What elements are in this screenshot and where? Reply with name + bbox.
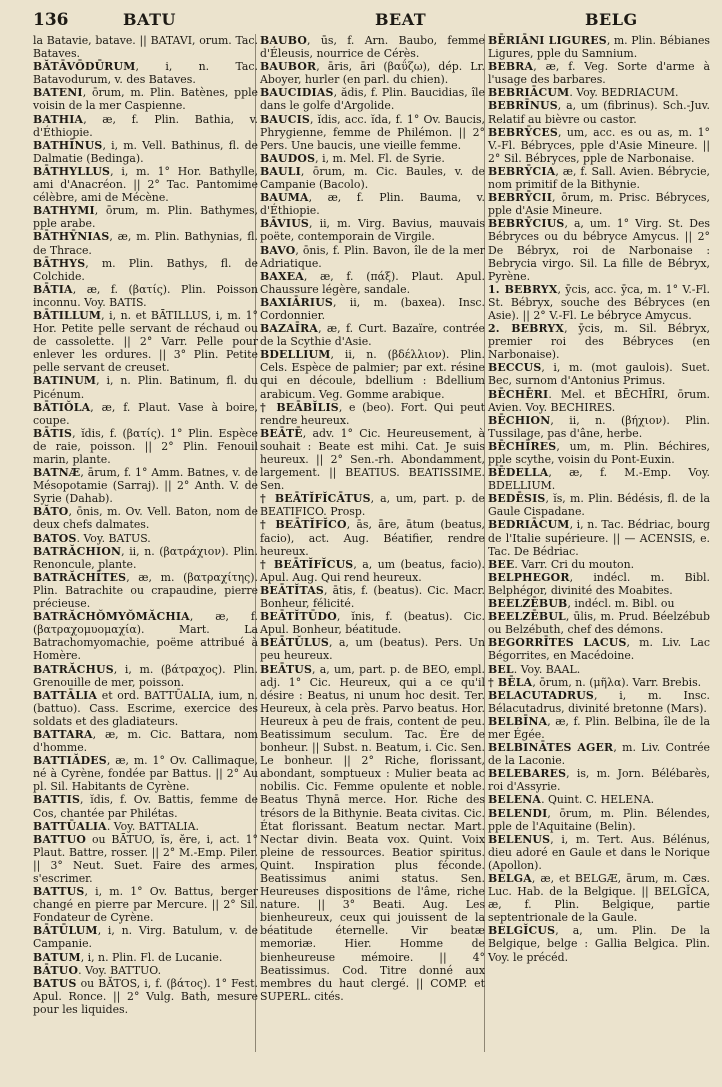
column-left [33, 34, 258, 1016]
dictionary-entry: BATOS. Voy. BATUS. [33, 531, 151, 545]
dictionary-entry: BAUDOS, i, m. Mel. Fl. de Syrie. [260, 151, 445, 165]
dictionary-entry: la Batavie, batave. || BATAVI, orum. Tac. Bataves. [33, 34, 258, 61]
dictionary-entry: BEĀTUS, a, um, part. p. de BEO, empl. adj. 1° Cic. Heureux, qui a ce qu'il désire : Beatus, ni unum hoc desit. Ter. Heureux, à cela près. Parvo beatus. Hor. Heureux à peu de frais, content de peu. Beatissimum seculum. Tac. Ère de bonheur. || Subst. n. Beatum, i. Cic. Sen. Le bonheur. || 2° Riche, florissant, abondant, somptueux : Mulier beata ac nobilis. Cic. Femme opulente et noble. Beatus Thynā merce. Hor. Riche des trésors de la Bithynie. Beata civitas. Cic. État florissant. Beatum nectar. Mart. Nectar divin. Beata vox. Quint. Voix pleine de ressources. Beatior spiritus. Quint. Inspiration plus féconde. Beatissimus animi status. Sen. Heureuses dispositions de l'âme, riche nature. || 3° Beati. Aug. Les bienheureux, ceux qui jouissent de la béatitude éternelle. Vir beatæ memoriæ. Hier. Homme de bienheureuse mémoire. || 4° Beatissimus. Cod. Titre donné aux membres du haut clergé. || COMP. et SUPERL. cités. [260, 662, 485, 1003]
dictionary-entry: BĀTIA, æ, f. (βατίς). Plin. Poisson inconnu. Voy. BATIS. [33, 282, 258, 309]
dictionary-entry: BELENA. Quint. C. HELENA. [488, 793, 655, 807]
dictionary-entry: BEĀTĒ, adv. 1° Cic. Heureusement, à souhait : Beate est mihi. Cat. Je suis heureux. || 2° Sen.-rh. Abondamment, largement. || BEATIUS. BEATISSIME. Sen. [260, 426, 485, 493]
dictionary-entry: † BEĀTĬFĬCUS, a, um (beatus, facio). Apul. Aug. Qui rend heureux. [260, 557, 485, 584]
dictionary-entry: BĀTUO. Voy. BATTUO. [33, 963, 162, 977]
dictionary-entry: BATENI, ōrum, m. Plin. Batènes, pple voisin de la mer Caspienne. [33, 86, 258, 113]
dictionary-entry: BĀVIUS, ii, m. Virg. Bavius, mauvais poëte, contemporain de Virgile. [260, 217, 485, 244]
dictionary-entry: BĒCHĪRES, um, m. Plin. Béchires, pple scythe, voisin du Pont-Euxin. [488, 439, 710, 466]
dictionary-entry: BELACUTADRUS, i, m. Insc. Bélacutadrus, divinité bretonne (Mars). [488, 688, 710, 715]
dictionary-entry: BATNÆ, ārum, f. 1° Amm. Batnes, v. de Mésopotamie (Sarraj). || 2° Anth. V. de Syrie (Dahab). [33, 466, 258, 506]
dictionary-entry: BĀTIS, ĭdis, f. (βατίς). 1° Plin. Espèce de raie, poisson. || 2° Plin. Fenouil marin, plante. [33, 426, 258, 466]
dictionary-entry: BĀTŪLUM, i, n. Virg. Batulum, v. de Campanie. [33, 924, 258, 951]
left-running-headword: BATU [123, 10, 176, 29]
right-running-headword: BELG [585, 10, 638, 29]
dictionary-entry: BAXEA, æ, f. (πάξ). Plaut. Apul. Chaussure légère, sandale. [260, 269, 485, 296]
dictionary-entry: BELPHEGOR, indécl. m. Bibl. Belphégor, divinité des Moabites. [488, 570, 710, 597]
dictionary-entry: BELBĪNA, æ, f. Plin. Belbina, île de la mer Égée. [488, 714, 710, 741]
dictionary-entry: 1. BEBRYX, ȳcis, acc. ȳca, m. 1° V.-Fl. St. Bébryx, souche des Bébryces (en Asie). || 2° V.-Fl. Le bébryce Amycus. [488, 282, 710, 322]
dictionary-entry: BATHYMI, ōrum, m. Plin. Bathymes, pple arabe. [33, 204, 258, 231]
dictionary-entry: BEĀTĬTAS, ātis, f. (beatus). Cic. Macr. Bonheur, félicité. [260, 583, 485, 611]
dictionary-entry: BELENDI, ōrum, m. Plin. Bélendes, pple de l'Aquitaine (Belin). [488, 806, 710, 833]
dictionary-entry: BATTŪALIA. Voy. BATTALIA. [33, 819, 199, 833]
column-center [260, 34, 485, 1003]
dictionary-entry: BAUBO, ūs, f. Arn. Baubo, femme d'Éleusis, nourrice de Cérès. [260, 34, 485, 61]
dictionary-entry: BĀTHȲNIAS, æ, m. Plin. Bathynias, fl. de Thrace. [33, 230, 258, 257]
dictionary-entry: BDELLIUM, ii, n. (βδέλλιον). Plin. Cels. Espèce de palmier; par ext. résine qui en découle, bdellium : Bdellium arabicum. Veg. Gomme arabique. [260, 348, 485, 401]
dictionary-entry: BĀTHYS, m. Plin. Bathys, fl. de Colchide. [33, 256, 258, 283]
dictionary-entry: BATTIĂDES, æ, m. 1° Ov. Callimaque, né à Cyrène, fondée par Battus. || 2° Au pl. Sil. Habitants de Cyrène. [33, 754, 258, 794]
dictionary-entry: BECCUS, i, m. (mot gaulois). Suet. Bec, surnom d'Antonius Primus. [488, 361, 710, 388]
dictionary-entry: BĒRIĀNI LIGURES, m. Plin. Bébianes Ligures, pple du Samnium. [488, 34, 710, 61]
dictionary-entry: BEELZĒBUB, indécl. m. Bibl. ou [488, 597, 675, 611]
dictionary-entry: † BEĀTĬFĬCĀTUS, a, um, part. p. de BEATIFICO. Prosp. [260, 492, 485, 519]
dictionary-entry: BELEBARES, is, m. Jorn. Bélébarès, roi d'Assyrie. [488, 767, 710, 794]
dictionary-entry: BĒCHION, ii, n. (βήχιον). Plin. Tussilage, pas d'âne, herbe. [488, 413, 710, 440]
dictionary-entry: BATHĪNUS, i, m. Vell. Bathinus, fl. de Dalmatie (Bedinga). [33, 138, 258, 165]
dictionary-entry: BATUM, i, n. Plin. Fl. de Lucanie. [33, 950, 223, 964]
dictionary-entry: BĀTIŎLA, æ, f. Plaut. Vase à boire, coupe. [33, 400, 258, 427]
dictionary-entry: BATTARA, æ, m. Cic. Battara, nom d'homme. [33, 727, 258, 755]
dictionary-entry: BATRĂCHĪTES, æ, m. (βατραχίτης). Plin. Batrachite ou crapaudine, pierre précieuse. [33, 570, 258, 611]
dictionary-entry: BEBRIĀCUM. Voy. BEDRIACUM. [488, 86, 679, 100]
dictionary-entry: BATTUS, i, m. 1° Ov. Battus, berger changé en pierre par Mercure. || 2° Sil. Fondateur de Cyrène. [33, 885, 258, 925]
dictionary-entry: BATRĂCHUS, i, m. (βάτραχος). Plin. Grenouille de mer, poisson. [33, 662, 258, 689]
dictionary-entry: † BĒLA, ōrum, n. (μῆλα). Varr. Brebis. [488, 675, 702, 689]
dictionary-entry: BEĀTŬLUS, a, um (beatus). Pers. Un peu heureux. [260, 636, 485, 663]
dictionary-entry: BEGORRĪTES LACUS, m. Liv. Lac Bégorrites, en Macédoine. [488, 636, 711, 663]
dictionary-entry: BEĀTĬTŪDO, ĭnis, f. (beatus). Cic. Apul. Bonheur, béatitude. [260, 610, 485, 637]
dictionary-entry: BELGA, æ, et BELGÆ, ārum, m. Cæs. Luc. Hab. de la Belgique. || BELGĬCA, æ, f. Plin. Belgique, partie septentrionale de la Gaule. [488, 872, 710, 925]
dictionary-entry: † BEĀBĬLIS, e (beo). Fort. Qui peut rendre heureux. [260, 400, 485, 427]
dictionary-entry: BAUMA, æ, f. Plin. Bauma, v. d'Éthiopie. [260, 191, 485, 218]
column-right [488, 34, 710, 964]
dictionary-entry: BATHIA, æ, f. Plin. Bathia, v. d'Éthiopie. [33, 112, 258, 139]
running-header [0, 6, 722, 32]
dictionary-entry: BEL. Voy. BAAL. [488, 662, 581, 676]
dictionary-entry: BEE. Varr. Cri du mouton. [488, 557, 635, 571]
dictionary-entry: BAUCIDIAS, ădis, f. Plin. Baucidias, île dans le golfe d'Argolide. [260, 86, 485, 113]
dictionary-entry: BĂTĀVŌDŪRUM, i, n. Tac. Batavodurum, v. des Bataves. [33, 60, 258, 87]
page-number: 136 [33, 10, 69, 30]
center-running-headword: BEAT [375, 10, 427, 29]
dictionary-entry: BEBRȲCES, um, acc. es ou as, m. 1° V.-Fl. Bébryces, pple d'Asie Mineure. || 2° Sil. Bébryces, pple de Narbonaise. [488, 125, 710, 165]
dictionary-entry: BĒDELLA, æ, f. M.-Emp. Voy. BDELLIUM. [488, 466, 710, 493]
dictionary-entry: BELENUS, i, m. Tert. Aus. Bélénus, dieu adoré en Gaule et dans le Norique (Apollon). [488, 832, 710, 872]
dictionary-entry: BATINUM, i, n. Plin. Batinum, fl. du Picénum. [33, 374, 258, 401]
dictionary-entry: 2. BEBRYX, ȳcis, m. Sil. Bébryx, premier roi des Bébryces (en Narbonaise). [488, 322, 710, 362]
dictionary-entry: BATTĀLIA et ord. BATTŪALIA, ium, n. (battuo). Cass. Escrime, exercice des soldats et des gladiateurs. [33, 688, 258, 728]
dictionary-entry: BEBRȲCII, ōrum, m. Prisc. Bébryces, pple d'Asie Mineure. [488, 191, 710, 218]
dictionary-entry: BEBRA, æ, f. Veg. Sorte d'arme à l'usage des barbares. [488, 60, 710, 87]
dictionary-entry: BĀTHYLLUS, i, m. 1° Hor. Bathylle, ami d'Anacréon. || 2° Tac. Pantomime célèbre, ami de Mécène. [33, 164, 258, 205]
dictionary-entry: BĒCHĒRI. Mel. et BĒCHĪRI, ōrum. Avien. Voy. BECHIRES. [488, 387, 710, 414]
dictionary-entry: BEBRȲCIUS, a, um. 1° Virg. St. Des Bébryces ou du bébryce Amycus. || 2° De Bébryx, roi de Narbonaise : Bebrycia virgo. Sil. La fille de Bébryx, Pyrène. [488, 217, 710, 283]
dictionary-entry: BĀTILLUM, i, n. et BĀTILLUS, i, m. 1° Hor. Petite pelle servant de réchaud ou de cassolette. || 2° Varr. Pelle pour enlever les ordures. || 3° Plin. Petite pelle servant de creuset. [33, 308, 258, 375]
dictionary-entry: BATRĂCHŎMYŎMĂCHIA, æ, f. (βατραχομυομαχία). Mart. La Batrachomyomachie, poëme attribué à Homère. [33, 610, 258, 663]
dictionary-entry: BELGĬCUS, a, um. Plin. De la Belgique, belge : Gallia Belgica. Plin. Voy. le précéd. [488, 924, 710, 964]
dictionary-entry: BEELZĒBUL, ūlis, m. Prud. Béelzébub ou Belzébuth, chef des démons. [488, 610, 710, 637]
dictionary-entry: BATUS ou BĂTOS, i, f. (βάτος). 1° Fest. Apul. Ronce. || 2° Vulg. Bath, mesure pour les liquides. [33, 976, 258, 1016]
dictionary-entry: BAUBOR, āris, āri (βαΰζω), dép. Lr. Aboyer, hurler (en parl. du chien). [260, 60, 485, 87]
dictionary-entry: BEDĒSIS, ĭs, m. Plin. Bédésis, fl. de la Gaule Cispadane. [488, 492, 710, 519]
dictionary-entry: BEBRĪNUS, a, um (fibrinus). Sch.-Juv. Relatif au bièvre ou castor. [488, 99, 710, 126]
dictionary-entry: BAZAĪRA, æ, f. Curt. Bazaïre, contrée de la Scythie d'Asie. [260, 322, 485, 349]
dictionary-entry: BAVO, ōnis, f. Plin. Bavon, île de la mer Adriatique. [260, 243, 485, 270]
dictionary-entry: BATRĂCHION, ii, n. (βατράχιον). Plin. Renoncule, plante. [33, 544, 258, 571]
dictionary-entry: BAULI, ōrum, m. Cic. Baules, v. de Campanie (Bacolo). [260, 164, 485, 192]
dictionary-entry: BAXIĀRIUS, ii, m. (baxea). Insc. Cordonnier. [260, 295, 485, 322]
dictionary-entry: BEDRIĀCUM, i, n. Tac. Bédriac, bourg de l'Italie supérieure. || — ACENSIS, e. Tac. De Bédriac. [488, 518, 710, 558]
dictionary-entry: BEBRȲCIA, æ, f. Sall. Avien. Bébrycie, nom primitif de la Bithynie. [488, 164, 710, 192]
dictionary-entry: BAUCIS, ĭdis, acc. ĭda, f. 1° Ov. Baucis, Phrygienne, femme de Philémon. || 2° Pers. Une baucis, une vieille femme. [260, 112, 485, 152]
dictionary-entry: † BEĀTĬFĬCO, ās, āre, ātum (beatus, facio), act. Aug. Béatifier, rendre heureux. [260, 518, 485, 558]
dictionary-entry: BĂTO, ōnis, m. Ov. Vell. Baton, nom de deux chefs dalmates. [33, 505, 258, 532]
dictionary-entry: BELBINĀTES AGER, m. Liv. Contrée de la Laconie. [488, 741, 710, 768]
dictionary-entry: BATTIS, ĭdis, f. Ov. Battis, femme de Cos, chantée par Philétas. [33, 793, 258, 820]
dictionary-entry: BATTUO ou BĀTUO, ĭs, ĕre, i, act. 1° Plaut. Battre, rosser. || 2° M.-Emp. Piler. || 3° Neut. Suet. Faire des armes, s'escrimer. [33, 832, 258, 885]
